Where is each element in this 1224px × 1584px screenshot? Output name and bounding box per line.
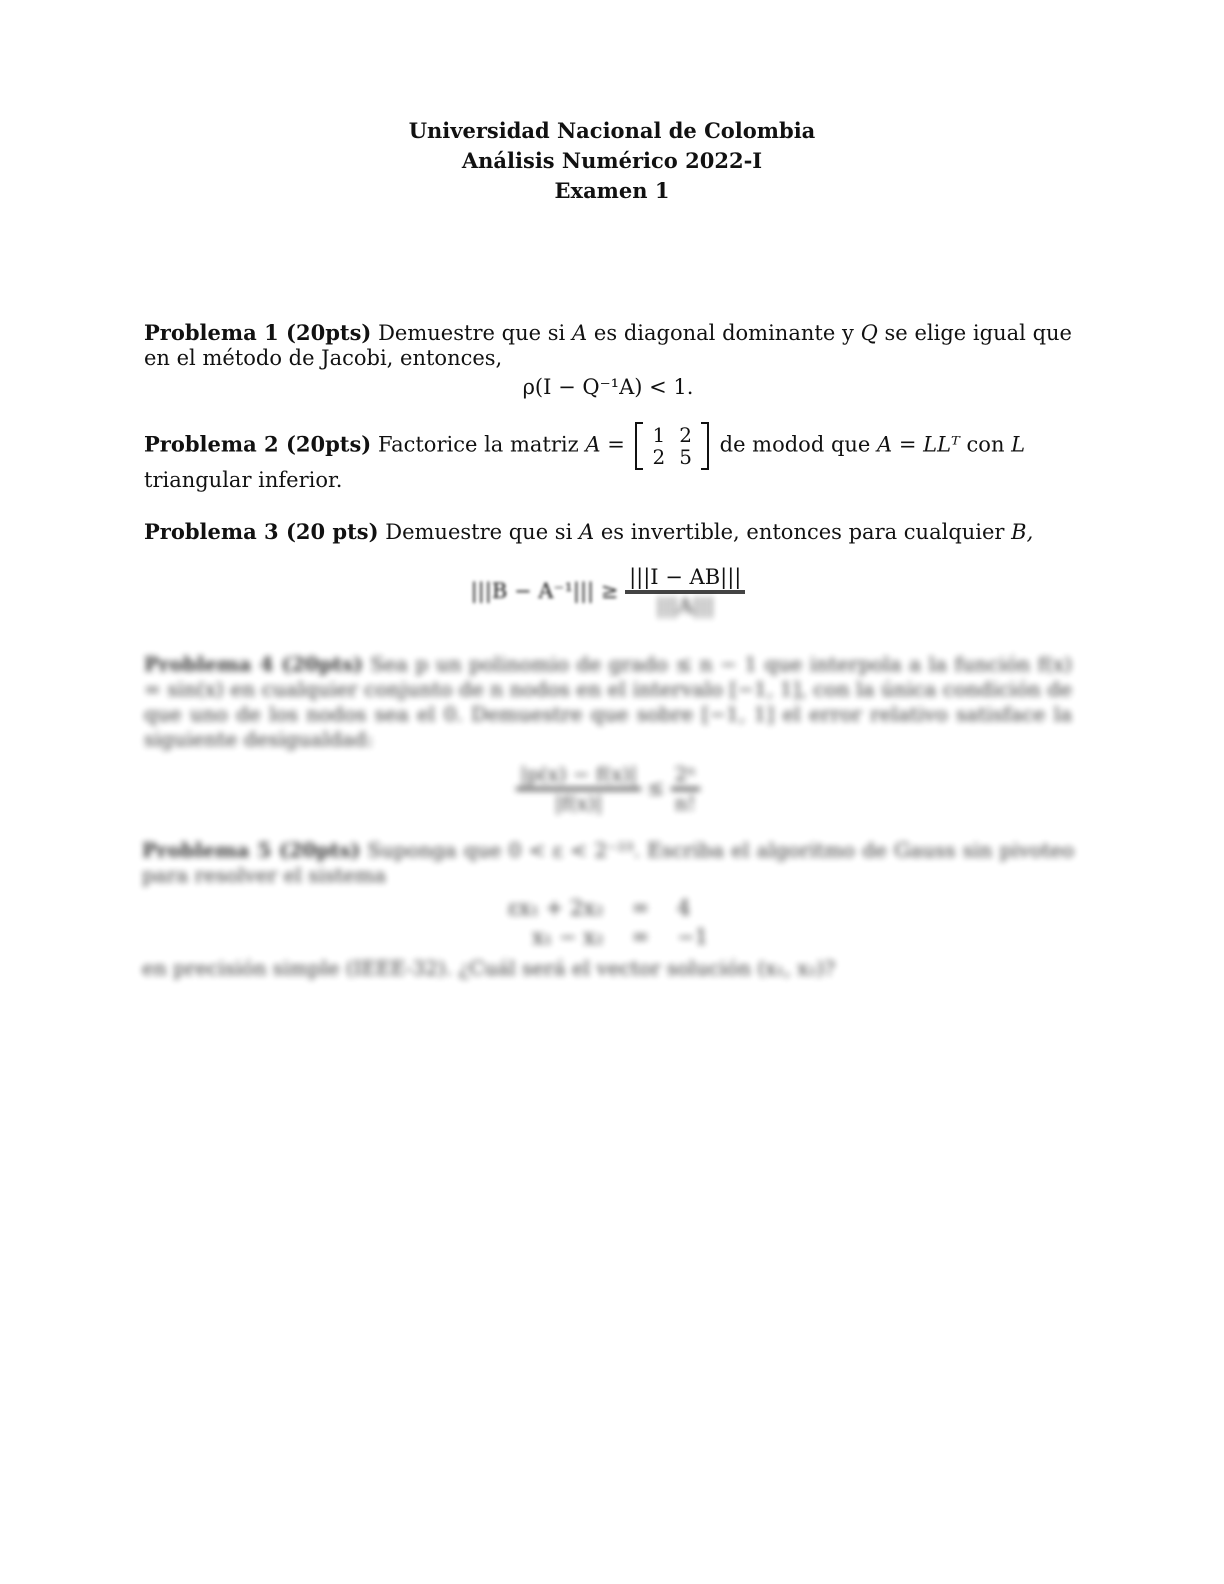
problem-4-leq: ≤	[647, 775, 665, 800]
problem-3-fraction	[625, 565, 745, 619]
problem-4-rhs	[671, 762, 700, 816]
matrix-cell: 1	[652, 423, 666, 447]
problem-5-system	[494, 894, 722, 952]
eq2-sign: =	[631, 925, 650, 949]
matrix-a	[635, 424, 708, 468]
problem-2	[144, 424, 1072, 493]
eq2-lhs: x₁ − x₂	[532, 925, 604, 949]
problem-4-fraction	[516, 762, 641, 816]
problem-4	[144, 652, 1072, 816]
problem-2-a-eq: A =	[585, 432, 625, 457]
problem-2-var-l: L	[1011, 432, 1026, 457]
problem-3-lhs: |||B − A⁻¹||| ≥	[470, 578, 619, 603]
exam-header	[0, 116, 1224, 206]
problem-5-text: Suponga que 0 < ε < 2⁻²³. Escriba el algoritmo de Gauss sin pivoteo para resolver el sistema	[142, 838, 1075, 887]
problem-3-numerator: |||I − AB|||	[625, 565, 745, 594]
problem-4-text: Sea p un polinomio de grado ≤ n − 1 que interpola a la función f(x) = sin(x) en cualquier conjunto de n nodos en el intervalo [−1, 1], con la única condición de que uno de los nodos sea el 0. Demuestre que sobre [−1, 1] el error relativo satisface la siguiente desigualdad:	[144, 652, 1072, 751]
problem-2-label: Problema 2 (20pts)	[144, 431, 372, 457]
problem-1-text-b: es diagonal dominante y	[593, 321, 854, 345]
problem-1-label: Problema 1 (20pts)	[144, 320, 372, 345]
problem-2-text-b: de modod que	[719, 432, 871, 457]
problem-3-var-a: A	[579, 520, 595, 544]
problem-1-formula: ρ(I − Q⁻¹A) < 1.	[522, 375, 694, 399]
course-title: Análisis Numérico 2022-I	[461, 148, 763, 173]
problem-2-text-d: triangular inferior.	[144, 468, 343, 492]
problem-1-text-a: Demuestre que si	[378, 321, 566, 345]
problem-4-rhs-num: 2ⁿ	[671, 762, 700, 791]
problem-1-var-a: A	[572, 321, 588, 345]
university-title: Universidad Nacional de Colombia	[408, 118, 816, 143]
problem-3-formula	[144, 565, 1072, 619]
problem-4-label: Problema 4 (20pts)	[144, 652, 363, 676]
problem-3-denominator: |||A|||	[656, 594, 715, 618]
problem-2-text-a: Factorice la matriz	[377, 432, 579, 457]
problem-4-denominator: |f(x)|	[554, 791, 603, 815]
problem-2-text-c: con	[966, 432, 1005, 457]
problem-4-numerator: |p(x) − f(x)|	[516, 762, 641, 791]
problem-3-label: Problema 3 (20 pts)	[144, 519, 379, 544]
problem-5-label: Problema 5 (20pts)	[142, 838, 361, 862]
problem-5	[142, 838, 1074, 981]
problem-4-formula	[144, 762, 1072, 816]
matrix-cell: 2	[679, 423, 692, 447]
problem-1	[144, 320, 1072, 400]
problem-5-question: en precisión simple (IEEE-32). ¿Cuál será el vector solución (x₁, x₂)?	[142, 956, 835, 980]
problem-1-text-c: se elige igual que en el método de Jacobi, entonces,	[144, 321, 1072, 370]
eq2-rhs: −1	[677, 925, 709, 949]
matrix-cell: 2	[652, 445, 666, 469]
exam-title: Examen 1	[554, 178, 670, 203]
eq1-sign: =	[631, 896, 650, 920]
matrix-cell: 5	[679, 445, 692, 469]
problem-1-var-q: Q	[860, 321, 878, 345]
problem-3	[144, 519, 1072, 619]
eq1-rhs: 4	[677, 896, 691, 920]
problem-3-text-b: es invertible, entonces para cualquier	[600, 520, 1005, 544]
problem-3-text-a: Demuestre que si	[385, 520, 573, 544]
problem-4-rhs-den: n!	[674, 791, 696, 815]
eq1-lhs: εx₁ + 2x₂	[507, 896, 604, 920]
problem-2-eq: A = LLᵀ	[877, 432, 960, 457]
problem-3-var-b: B,	[1011, 520, 1034, 544]
